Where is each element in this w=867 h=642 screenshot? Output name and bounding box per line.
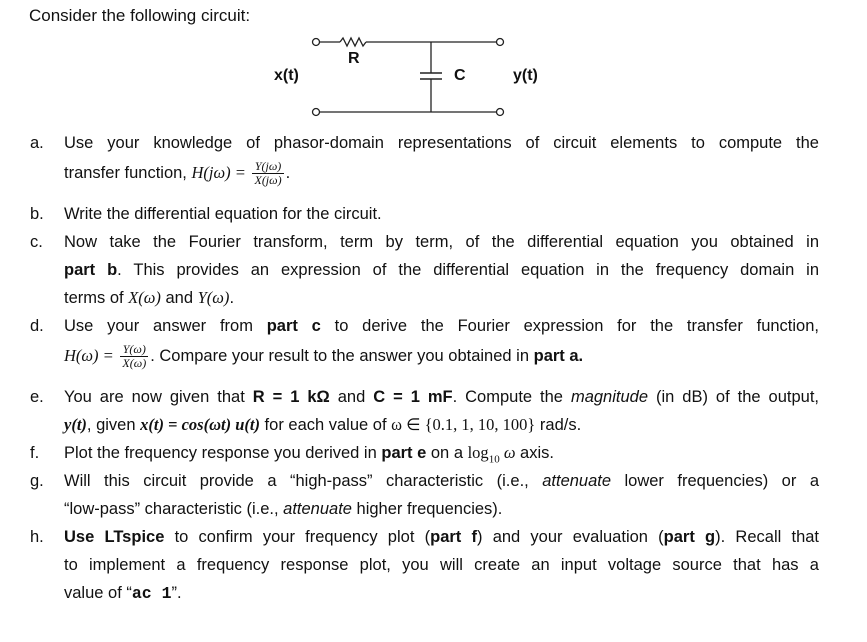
text: terms of [64,289,129,307]
text: Use your answer from [64,317,267,335]
fraction-numerator: Y(ω) [120,343,148,357]
output-label: y(t) [513,67,538,84]
text: transfer function, [64,164,192,182]
math-omega-set: ω ∈ {0.1, 1, 10, 100} [391,415,536,434]
item-c-line1: Now take the Fourier transform, term by term, of the differential equation you obtained in [64,233,819,251]
math-y: Y(ω) [197,288,230,307]
math-omega: ω [499,443,516,462]
item-a-line2 [64,159,819,187]
item-c-line2 [64,256,819,284]
intro-text: Consider the following circuit: [29,6,251,25]
transfer-fraction [252,160,283,187]
input-label: x(t) [274,67,299,84]
item-h-line3 [64,579,819,608]
item-letter: f. [30,444,40,462]
text: . Compare your result to the answer you obtained in [150,347,534,365]
text: You are now given that [64,388,253,406]
input-terminal-top [313,39,320,46]
math-x: X(ω) [128,288,161,307]
bold-ref: part a. [533,347,584,365]
code-literal: ac 1 [131,584,172,603]
item-b [30,200,820,228]
item-letter: h. [30,528,44,546]
item-g-line2 [64,495,819,523]
text: ) and your evaluation ( [477,528,664,546]
text: rad/s. [535,416,582,434]
item-g-line1 [64,467,819,495]
text: ”. [171,584,182,602]
text: and [160,289,198,307]
text: to confirm your frequency plot ( [164,528,431,546]
item-h-line1 [64,523,819,551]
text: . [285,164,291,182]
item-e-line2 [64,411,819,439]
item-letter: g. [30,472,44,490]
text: , given [86,416,141,434]
item-a-line1: Use your knowledge of phasor-domain representations of circuit elements to compute the [64,134,819,152]
item-c-line3 [64,284,819,312]
item-g [30,467,820,523]
resistor-symbol [340,38,366,46]
capacitor-label: C [454,67,466,84]
math-hjw: H(jω) = [191,163,246,182]
rc-circuit-diagram [0,0,867,130]
fraction-denominator: X(jω) [254,173,282,188]
item-letter: d. [30,317,44,335]
text: Will this circuit provide a “high-pass” characteristic (i.e., [64,472,543,490]
output-terminal-bottom [497,109,504,116]
fraction-numerator: Y(jω) [252,160,283,174]
item-c [30,228,820,312]
text: for each value of [259,416,392,434]
math-log: log [467,443,489,462]
item-e-line1 [64,383,819,411]
text: . [229,289,235,307]
text: to derive the Fourier expression for the transfer function, [320,317,819,335]
math-input: x(t) = cos(ωt) u(t) [140,415,260,434]
bold-ref: part f [430,528,477,546]
emphasis: attenuate [542,472,612,490]
text: higher frequencies). [351,500,503,518]
text: (in dB) of the output, [648,388,819,406]
output-terminal-top [497,39,504,46]
item-a [30,129,820,191]
transfer-fraction [120,343,148,370]
item-f [30,439,820,467]
resistor-label: R [348,50,360,67]
value-r: R = 1 kΩ [252,388,330,406]
item-letter: b. [30,205,44,223]
item-e [30,383,820,439]
emphasis: magnitude [570,388,649,406]
fraction-denominator: X(ω) [122,356,147,371]
text: . This provides an expression of the differential equation in the frequency domain in [117,261,819,279]
item-h-line2: to implement a frequency response plot, you will create an input voltage source that has a [64,556,819,574]
emphasis: attenuate [283,500,352,518]
bold-ref: Use LTspice [64,528,165,546]
item-letter: a. [30,134,44,152]
item-letter: e. [30,388,44,406]
item-d-line2 [64,342,819,370]
bold-ref: part g [663,528,716,546]
text: ). Recall that [715,528,820,546]
text: lower frequencies) or a [611,472,819,490]
bold-ref: part e [381,444,427,462]
text: value of “ [64,584,132,602]
item-letter: c. [30,233,43,251]
text: Plot the frequency response you derived in [64,444,382,462]
text: on a [426,444,468,462]
text: . Compute the [452,388,571,406]
text: and [329,388,374,406]
bold-ref: part c [266,317,321,335]
text: “low-pass” characteristic (i.e., [64,500,284,518]
item-d-line1 [64,312,819,340]
input-terminal-bottom [313,109,320,116]
value-c: C = 1 mF [373,388,453,406]
bold-ref: part b [64,261,118,279]
math-y: y(t) [64,415,87,434]
math-hw: H(ω) = [64,346,114,365]
text: axis. [515,444,554,462]
item-b-text: Write the differential equation for the circuit. [64,205,382,223]
item-h [30,523,820,607]
item-d [30,312,820,378]
math-log-base: 10 [488,453,500,466]
